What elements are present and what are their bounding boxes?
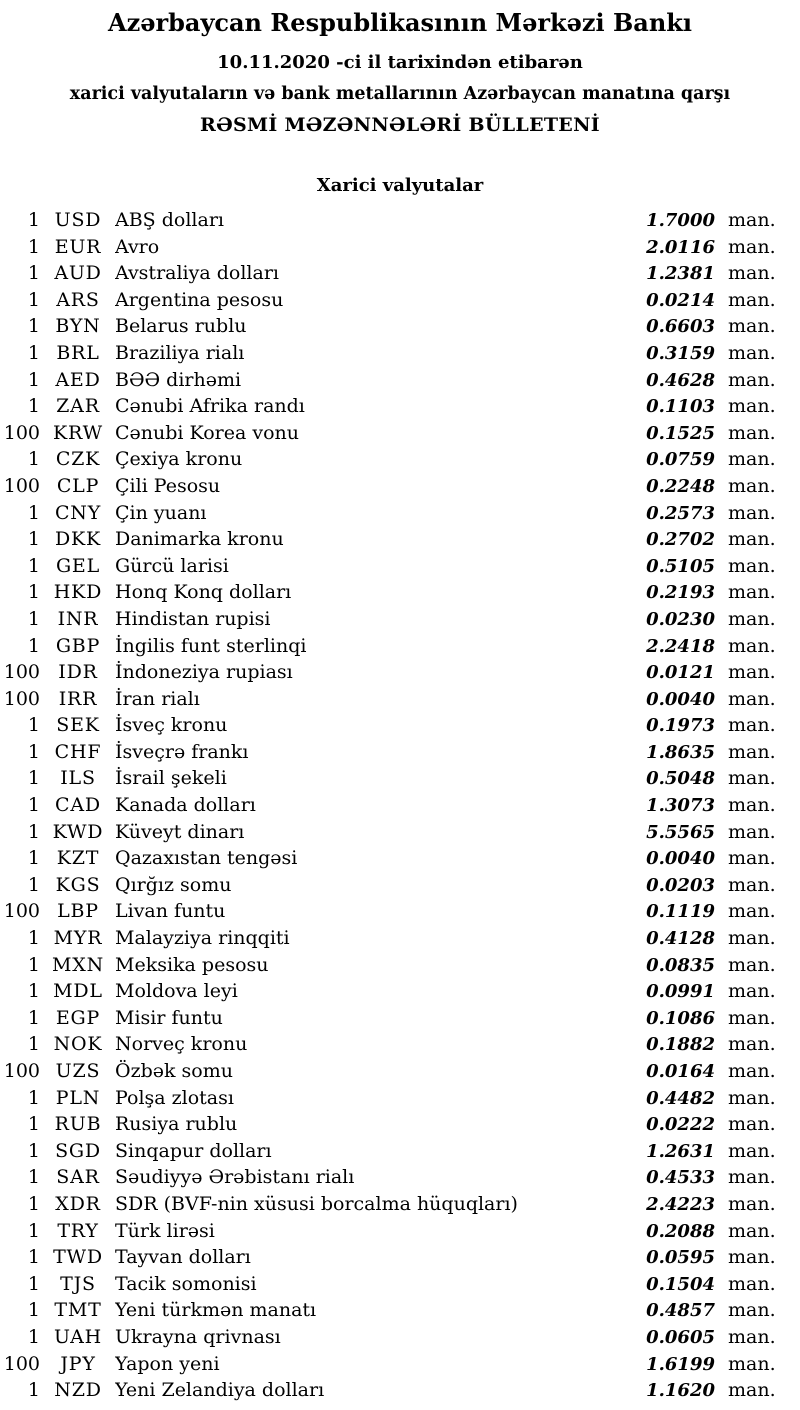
currency-code: UZS [55,1060,101,1082]
quantity: 1 [27,1325,40,1348]
quantity: 1 [27,1192,40,1215]
currency-name: Türk lirəsi [115,1219,215,1242]
quantity: 100 [3,661,40,684]
exchange-rate: 0.0164 [646,1061,715,1082]
currency-code: BRL [56,341,100,364]
unit-label: man. [728,687,776,710]
exchange-rate: 0.0040 [646,848,715,870]
currency-code: TRY [57,1219,99,1242]
unit-label: man. [728,1006,776,1029]
unit-label: man. [728,794,776,817]
currency-code: EUR [54,235,102,258]
currency-row [0,1351,800,1378]
currency-code: SEK [56,714,100,737]
exchange-rate: 2.4223 [646,1193,715,1215]
quantity: 1 [27,1086,40,1109]
currency-name: Yeni Zelandiya dolları [115,1379,325,1402]
currency-name: Misir funtu [115,1006,223,1029]
quantity: 1 [27,288,40,311]
currency-code: TWD [53,1246,103,1269]
unit-label: man. [728,474,776,497]
quantity: 1 [27,714,40,737]
currency-code: CAD [55,794,101,817]
currency-name: Livan funtu [115,900,226,923]
currency-code: MDL [53,980,103,1003]
currency-row [0,606,800,633]
currency-code: GEL [55,554,101,577]
currency-code: BYN [55,315,101,338]
exchange-rate: 1.1620 [646,1380,715,1402]
unit-label: man. [728,209,776,231]
exchange-rate: 0.2573 [646,502,715,524]
currency-name: İngilis funt sterlinqi [115,634,307,657]
unit-label: man. [728,980,776,1003]
exchange-rate: 0.4628 [646,369,715,391]
currency-code: USD [54,209,102,231]
currency-row [0,1271,800,1298]
subject-line: xarici valyutaların və bank metallarının Azərbaycan manatına qarşı [69,84,731,104]
unit-label: man. [728,873,776,896]
unit-label: man. [728,1192,776,1215]
currency-row [0,287,800,314]
exchange-rate: 0.2193 [646,582,715,604]
currency-row [0,1377,800,1404]
currency-code: KRW [52,421,103,444]
currency-name: Qırğız somu [115,873,232,896]
currency-row [0,1058,800,1085]
quantity: 1 [27,235,40,258]
currency-name: Cənubi Korea vonu [115,421,299,444]
quantity: 1 [27,1299,40,1322]
currency-code: KWD [52,820,104,843]
currency-row [0,845,800,872]
currency-name: BƏƏ dirhəmi [115,368,242,391]
currency-name: Cənubi Afrika randı [115,395,305,418]
currency-row [0,500,800,527]
quantity: 1 [27,501,40,524]
currency-code: CZK [55,448,101,471]
quantity: 1 [27,1219,40,1242]
unit-label: man. [728,501,776,524]
unit-label: man. [728,1033,776,1056]
unit-label: man. [728,767,776,790]
unit-label: man. [728,288,776,311]
currency-name: Çin yuanı [115,501,207,524]
currency-name: Avro [115,235,160,258]
currency-name: Moldova leyi [115,980,238,1003]
currency-code: NOK [53,1033,103,1056]
quantity: 1 [27,368,40,391]
currency-row [0,1244,800,1271]
currency-name: Norveç kronu [115,1033,248,1056]
currency-row [0,1111,800,1138]
bulletin-page [0,8,800,1410]
currency-name: Braziliya rialı [115,341,245,364]
currency-row [0,446,800,473]
currency-code: HKD [53,581,103,604]
quantity: 1 [27,448,40,471]
currency-row [0,1138,800,1165]
exchange-rate: 0.3159 [646,342,715,364]
currency-row [0,633,800,660]
currency-row [0,1191,800,1218]
exchange-rate: 0.1525 [646,422,715,444]
exchange-rate: 2.2418 [646,635,715,657]
quantity: 1 [27,1006,40,1029]
unit-label: man. [728,1272,776,1295]
exchange-rate: 1.2381 [646,263,715,285]
currency-name: Tayvan dolları [115,1246,251,1269]
currency-row [0,553,800,580]
unit-label: man. [728,1086,776,1109]
quantity: 1 [27,315,40,338]
currency-name: İsrail şekeli [115,767,227,790]
currency-name: Avstraliya dolları [115,262,279,285]
currency-name: Yapon yeni [115,1352,220,1375]
currency-row [0,765,800,792]
unit-label: man. [728,953,776,976]
unit-label: man. [728,1246,776,1269]
currency-name: Ukrayna qrivnası [115,1325,281,1348]
bank-title: Azərbaycan Respublikasının Mərkəzi Bankı [107,8,693,37]
currency-code: SGD [55,1139,101,1162]
quantity: 1 [27,953,40,976]
exchange-rate: 0.4128 [646,928,715,950]
currency-row [0,1297,800,1324]
currency-name: Belarus rublu [115,315,247,338]
currency-name: Polşa zlotası [115,1086,234,1109]
bulletin-title-line: RƏSMİ MƏZƏNNƏLƏRİ BÜLLETENİ [200,114,600,136]
exchange-rate: 0.0595 [646,1247,715,1269]
currency-name: Çili Pesosu [115,474,221,497]
currency-row [0,952,800,979]
exchange-rate: 0.1504 [646,1273,715,1295]
quantity: 1 [27,927,40,950]
currency-code: UAH [53,1325,103,1348]
currency-name: Qazaxıstan tengəsi [115,847,298,870]
quantity: 1 [27,980,40,1003]
quantity: 100 [3,474,40,497]
currency-row [0,579,800,606]
currency-code: CHF [54,740,102,763]
quantity: 1 [27,1033,40,1056]
currency-name: Malayziya rinqqiti [115,927,290,950]
currency-row [0,978,800,1005]
unit-label: man. [728,1299,776,1322]
exchange-rate: 0.1973 [646,715,715,737]
exchange-rate: 2.0116 [646,236,715,258]
unit-label: man. [728,1352,776,1375]
exchange-rate: 0.0222 [646,1114,715,1136]
quantity: 1 [27,794,40,817]
unit-label: man. [728,661,776,684]
currency-name: ABŞ dolları [115,209,224,231]
currency-name: Honq Konq dolları [115,581,292,604]
quantity: 1 [27,607,40,630]
exchange-rate: 0.0835 [646,954,715,976]
currency-row [0,1031,800,1058]
unit-label: man. [728,820,776,843]
currency-code: INR [57,607,99,630]
currency-code: ILS [60,767,96,790]
unit-label: man. [728,634,776,657]
quantity: 1 [27,262,40,285]
quantity: 1 [27,1166,40,1189]
currency-code: XDR [55,1192,101,1215]
currency-code: TJS [60,1272,96,1295]
currency-row [0,367,800,394]
exchange-rate: 0.0214 [646,289,715,311]
currency-name: Küveyt dinarı [115,820,245,843]
unit-label: man. [728,927,776,950]
currency-row [0,260,800,287]
currency-name: İsveçrə frankı [115,740,249,763]
unit-label: man. [728,368,776,391]
currency-row [0,420,800,447]
currency-code: MYR [53,927,103,950]
unit-label: man. [728,528,776,551]
currency-row [0,526,800,553]
quantity: 100 [3,687,40,710]
currency-row [0,898,800,925]
unit-label: man. [728,554,776,577]
currency-row [0,1164,800,1191]
currency-code: SAR [56,1166,100,1189]
currency-code: AED [55,368,101,391]
quantity: 1 [27,554,40,577]
quantity: 100 [3,1352,40,1375]
quantity: 1 [27,1379,40,1402]
unit-label: man. [728,1219,776,1242]
currency-row [0,739,800,766]
currency-row [0,393,800,420]
exchange-rate: 1.7000 [646,210,715,231]
exchange-rate: 0.1119 [646,901,715,923]
currency-code: GBP [55,634,101,657]
currency-rate-table [0,207,800,1404]
exchange-rate: 5.5565 [646,821,715,843]
currency-row [0,1085,800,1112]
exchange-rate: 0.1103 [646,396,715,418]
quantity: 100 [3,421,40,444]
currency-row [0,686,800,713]
quantity: 1 [27,341,40,364]
exchange-rate: 0.2702 [646,529,715,551]
exchange-rate: 0.5048 [646,768,715,790]
exchange-rate: 0.0230 [646,608,715,630]
currency-code: MXN [51,953,104,976]
unit-label: man. [728,900,776,923]
quantity: 1 [27,1272,40,1295]
unit-label: man. [728,1166,776,1189]
currency-code: ARS [56,288,100,311]
exchange-rate: 0.2088 [646,1220,715,1242]
quantity: 1 [27,528,40,551]
exchange-rate: 0.2248 [646,475,715,497]
currency-name: Hindistan rupisi [115,607,271,630]
currency-code: PLN [55,1086,101,1109]
currency-code: IRR [58,687,98,710]
currency-row [0,313,800,340]
currency-name: Gürcü larisi [115,554,229,577]
quantity: 1 [27,740,40,763]
unit-label: man. [728,740,776,763]
document-header [0,8,800,138]
currency-code: KGS [55,873,101,896]
currency-code: CNY [54,501,102,524]
quantity: 1 [27,873,40,896]
section-title-foreign-currencies: Xarici valyutalar [316,175,484,196]
currency-name: Danimarka kronu [115,528,284,551]
unit-label: man. [728,1060,776,1082]
currency-name: Tacik somonisi [115,1272,257,1295]
exchange-rate: 0.1086 [646,1007,715,1029]
unit-label: man. [728,235,776,258]
currency-row [0,712,800,739]
currency-name: İsveç kronu [115,714,228,737]
currency-name: Çexiya kronu [115,448,243,471]
currency-name: Yeni türkmən manatı [115,1299,317,1322]
quantity: 1 [27,634,40,657]
currency-code: AUD [54,262,102,285]
currency-code: KZT [56,847,100,870]
currency-name: Səudiyyə Ərəbistanı rialı [115,1166,355,1189]
exchange-rate: 0.0121 [646,662,715,684]
currency-name: Sinqapur dolları [115,1139,272,1162]
unit-label: man. [728,581,776,604]
currency-code: RUB [54,1113,102,1136]
currency-row [0,1324,800,1351]
currency-code: IDR [58,661,98,684]
unit-label: man. [728,1379,776,1402]
quantity: 100 [3,1060,40,1082]
currency-name: Argentina pesosu [115,288,284,311]
exchange-rate: 0.6603 [646,316,715,338]
currency-row [0,925,800,952]
unit-label: man. [728,847,776,870]
unit-label: man. [728,607,776,630]
exchange-rate: 0.5105 [646,555,715,577]
currency-code: JPY [60,1352,96,1375]
quantity: 100 [3,900,40,923]
unit-label: man. [728,341,776,364]
currency-row [0,234,800,261]
currency-row [0,1218,800,1245]
currency-code: LBP [57,900,99,923]
currency-code: DKK [54,528,102,551]
quantity: 1 [27,1139,40,1162]
unit-label: man. [728,714,776,737]
currency-row [0,473,800,500]
currency-name: İndoneziya rupiası [115,661,293,684]
exchange-rate: 1.2631 [646,1140,715,1162]
quantity: 1 [27,847,40,870]
exchange-rate: 0.1882 [646,1034,715,1056]
exchange-rate: 1.6199 [646,1353,715,1375]
currency-code: EGP [55,1006,101,1029]
exchange-rate: 1.3073 [646,795,715,817]
unit-label: man. [728,1139,776,1162]
exchange-rate: 0.4533 [646,1167,715,1189]
unit-label: man. [728,1325,776,1348]
exchange-rate: 0.4482 [646,1087,715,1109]
quantity: 1 [27,395,40,418]
unit-label: man. [728,395,776,418]
quantity: 1 [27,581,40,604]
exchange-rate: 0.4857 [646,1300,715,1322]
unit-label: man. [728,448,776,471]
exchange-rate: 0.0605 [646,1326,715,1348]
currency-row [0,1005,800,1032]
currency-code: TMT [54,1299,102,1322]
quantity: 1 [27,1113,40,1136]
currency-row [0,872,800,899]
unit-label: man. [728,1113,776,1136]
currency-row [0,819,800,846]
quantity: 1 [27,209,40,231]
exchange-rate: 0.0040 [646,688,715,710]
exchange-rate: 0.0203 [646,874,715,896]
currency-row [0,207,800,234]
currency-row [0,659,800,686]
currency-name: Meksika pesosu [115,953,269,976]
currency-name: İran rialı [115,687,200,710]
quantity: 1 [27,820,40,843]
currency-name: SDR (BVF-nin xüsusi borcalma hüquqları) [115,1192,518,1215]
currency-name: Rusiya rublu [115,1113,238,1136]
unit-label: man. [728,262,776,285]
currency-code: NZD [54,1379,102,1402]
currency-row [0,792,800,819]
unit-label: man. [728,421,776,444]
unit-label: man. [728,315,776,338]
currency-code: ZAR [56,395,100,418]
exchange-rate: 0.0991 [646,981,715,1003]
exchange-rate: 0.0759 [646,449,715,471]
quantity: 1 [27,1246,40,1269]
effective-date-line: 10.11.2020 -ci il tarixindən etibarən [217,52,583,73]
quantity: 1 [27,767,40,790]
currency-name: Kanada dolları [115,794,256,817]
currency-name: Özbək somu [115,1060,233,1082]
currency-row [0,340,800,367]
currency-code: CLP [56,474,100,497]
exchange-rate: 1.8635 [646,741,715,763]
